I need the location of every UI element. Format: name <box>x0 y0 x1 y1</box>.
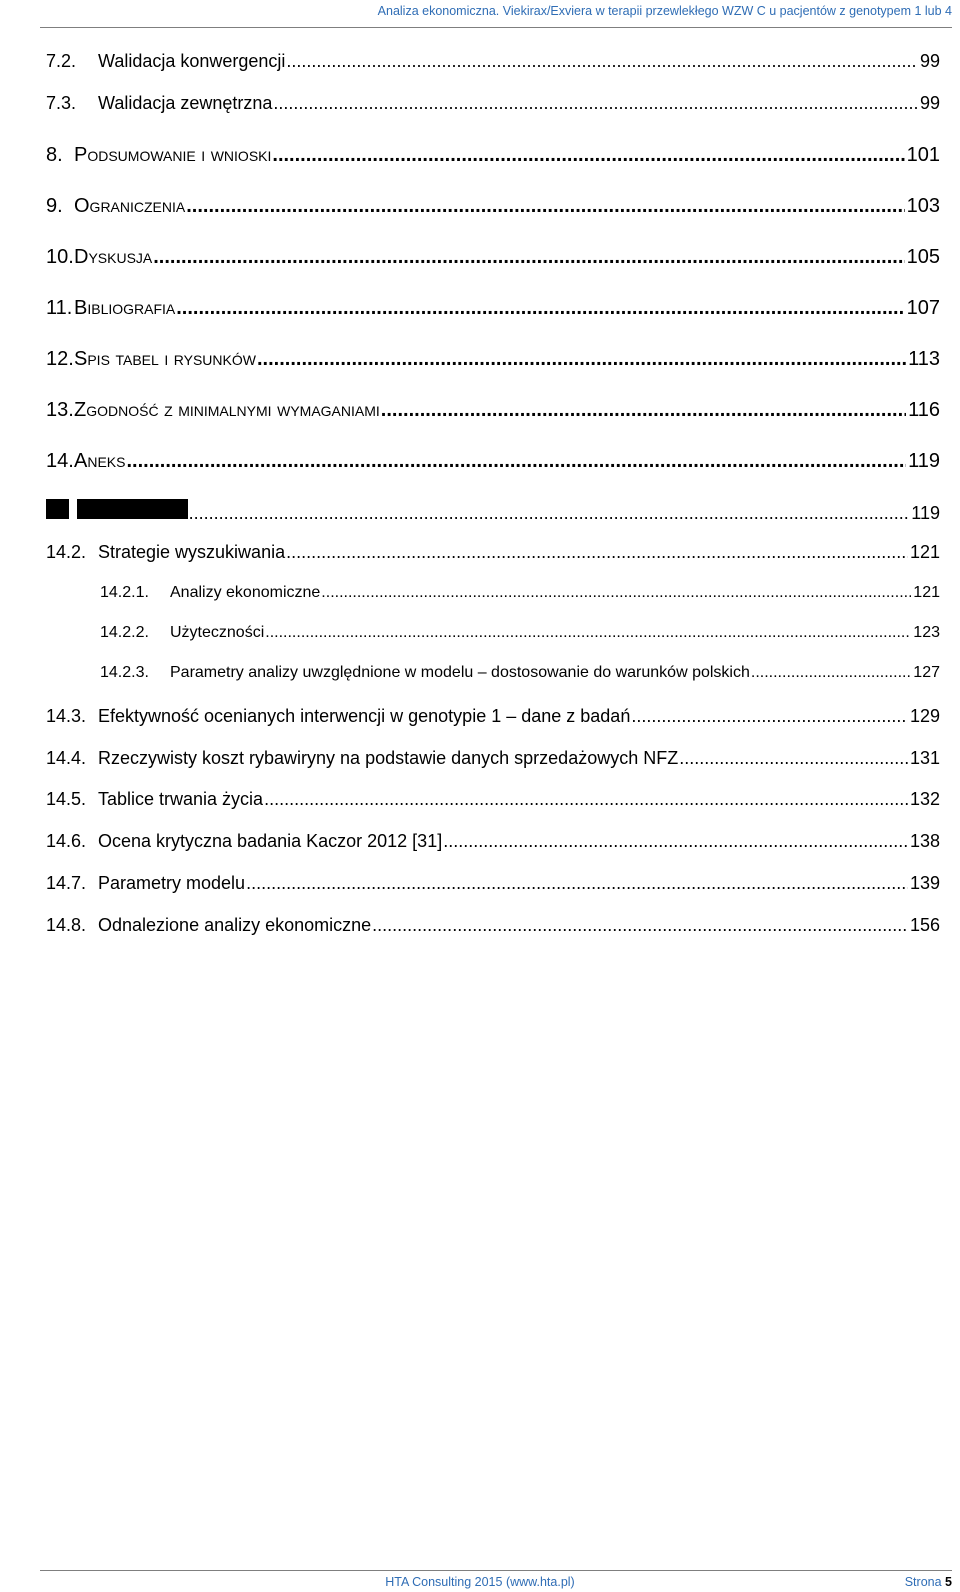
toc-title: Strategie wyszukiwania <box>98 542 286 562</box>
toc-leader <box>189 503 910 524</box>
toc-title: Bibliografia <box>74 297 176 319</box>
toc-entry[interactable] <box>46 748 940 769</box>
toc-title: Walidacja zewnętrzna <box>98 93 273 113</box>
toc-number: 9. <box>46 195 63 217</box>
toc-leader <box>272 144 904 167</box>
toc-leader <box>273 93 918 114</box>
toc-leader <box>186 195 904 218</box>
toc-entry[interactable] <box>46 297 940 320</box>
page-number: 5 <box>945 1575 952 1589</box>
toc-title: Ograniczenia <box>74 195 186 217</box>
toc-entry[interactable] <box>46 831 940 852</box>
toc-title: Rzeczywisty koszt rybawiryny na podstawie danych sprzedażowych NFZ <box>98 748 679 768</box>
toc-number: 10. <box>46 246 74 268</box>
toc-title: Walidacja konwergencji <box>98 51 286 71</box>
toc-page: 99 <box>919 51 940 71</box>
toc-title: Analizy ekonomiczne <box>170 584 321 601</box>
toc-title: Użyteczności <box>170 624 265 641</box>
toc-title: Ocena krytyczna badania Kaczor 2012 [31] <box>98 831 443 851</box>
toc-page: 99 <box>919 93 940 113</box>
toc-title: Zgodność z minimalnymi wymaganiami <box>74 399 380 421</box>
toc-page: 121 <box>913 584 940 601</box>
toc-leader <box>176 297 904 320</box>
toc-number: 14.6. <box>46 831 87 851</box>
toc-page: 123 <box>913 624 940 641</box>
toc-title: Parametry analizy uwzględnione w modelu – dostosowanie do warunków polskich <box>170 664 750 681</box>
toc-title: Parametry modelu <box>98 873 246 893</box>
toc-title: Efektywność ocenianych interwencji w genotypie 1 – dane z badań <box>98 706 631 726</box>
toc-page: 129 <box>909 706 940 726</box>
toc-entry[interactable] <box>46 93 940 114</box>
toc-entry[interactable] <box>100 584 940 602</box>
toc-number: 14.4. <box>46 748 87 768</box>
toc-entry[interactable] <box>46 246 940 269</box>
toc-number: 14. <box>46 450 74 472</box>
toc-entry[interactable] <box>46 144 940 167</box>
toc-page: 113 <box>908 348 940 370</box>
toc-number: 14.2. <box>46 542 87 562</box>
toc-number: 11. <box>46 297 73 319</box>
toc-page: 107 <box>906 297 940 319</box>
toc-entry[interactable] <box>46 873 940 894</box>
toc-entry[interactable] <box>46 399 940 422</box>
toc-page: 132 <box>909 789 940 809</box>
toc-number: 13. <box>46 399 74 421</box>
toc-number: 7.3. <box>46 93 77 113</box>
toc-number: 14.7. <box>46 873 87 893</box>
toc-number: 14.2.1. <box>100 584 149 601</box>
toc-page: 119 <box>911 503 940 523</box>
toc-number: 8. <box>46 144 63 166</box>
toc-title: Spis tabel i rysunków <box>74 348 256 370</box>
toc-leader <box>265 624 911 642</box>
toc-leader <box>257 348 906 371</box>
toc-page: 138 <box>909 831 940 851</box>
toc-entry[interactable] <box>46 706 940 727</box>
toc-entry[interactable] <box>46 542 940 563</box>
footer-divider <box>40 1570 952 1571</box>
toc-number: 7.2. <box>46 51 77 71</box>
toc-page: 127 <box>913 664 940 681</box>
toc-leader <box>286 51 918 72</box>
toc-page: 121 <box>909 542 940 562</box>
toc-page: 131 <box>909 748 940 768</box>
footer-credit: HTA Consulting 2015 (www.hta.pl) <box>385 1575 575 1589</box>
toc-leader <box>126 450 906 473</box>
toc-page: 119 <box>908 450 940 472</box>
page-label: Strona <box>904 1575 942 1589</box>
toc-entry[interactable] <box>46 789 940 810</box>
toc-leader <box>443 831 908 852</box>
toc-entry[interactable] <box>46 195 940 218</box>
toc-leader <box>246 873 908 894</box>
toc-leader <box>153 246 904 269</box>
toc-leader <box>264 789 908 810</box>
toc-number: 14.2.2. <box>100 624 149 641</box>
toc-title: Odnalezione analizy ekonomiczne <box>98 915 372 935</box>
running-header: Analiza ekonomiczna. Viekirax/Exviera w terapii przewlekłego WZW C u pacjentów z genotypem 1 lub 4 <box>377 4 952 18</box>
toc-leader <box>679 748 908 769</box>
toc-title: Podsumowanie i wnioski <box>74 144 272 166</box>
toc-leader <box>372 915 908 936</box>
toc-entry[interactable] <box>46 915 940 936</box>
toc-title: Aneks <box>74 450 126 472</box>
toc-leader <box>631 706 908 727</box>
toc-page: 103 <box>906 195 940 217</box>
toc-page: 101 <box>906 144 940 166</box>
toc-entry[interactable] <box>100 664 940 682</box>
toc-page: 139 <box>909 873 940 893</box>
toc-entry[interactable] <box>46 348 940 371</box>
toc-entry[interactable] <box>46 450 940 473</box>
toc-title: Tablice trwania życia <box>98 789 264 809</box>
footer-page-number <box>905 1575 952 1589</box>
toc-page: 156 <box>909 915 940 935</box>
toc-entry-redacted[interactable] <box>46 499 940 524</box>
toc-leader <box>321 584 911 602</box>
redaction-box <box>46 499 69 519</box>
toc-number: 14.5. <box>46 789 87 809</box>
toc-entry[interactable] <box>100 624 940 642</box>
toc-entry[interactable] <box>46 51 940 72</box>
toc-leader <box>751 664 911 682</box>
toc-number: 12. <box>46 348 74 370</box>
toc-leader <box>381 399 906 422</box>
toc-page: 116 <box>908 399 940 421</box>
header-divider <box>40 27 952 28</box>
toc-number: 14.8. <box>46 915 87 935</box>
toc-number: 14.3. <box>46 706 87 726</box>
redaction-box <box>77 499 188 519</box>
toc-title: Dyskusja <box>74 246 153 268</box>
toc-number: 14.2.3. <box>100 664 149 681</box>
toc-leader <box>286 542 908 563</box>
toc-page: 105 <box>906 246 940 268</box>
